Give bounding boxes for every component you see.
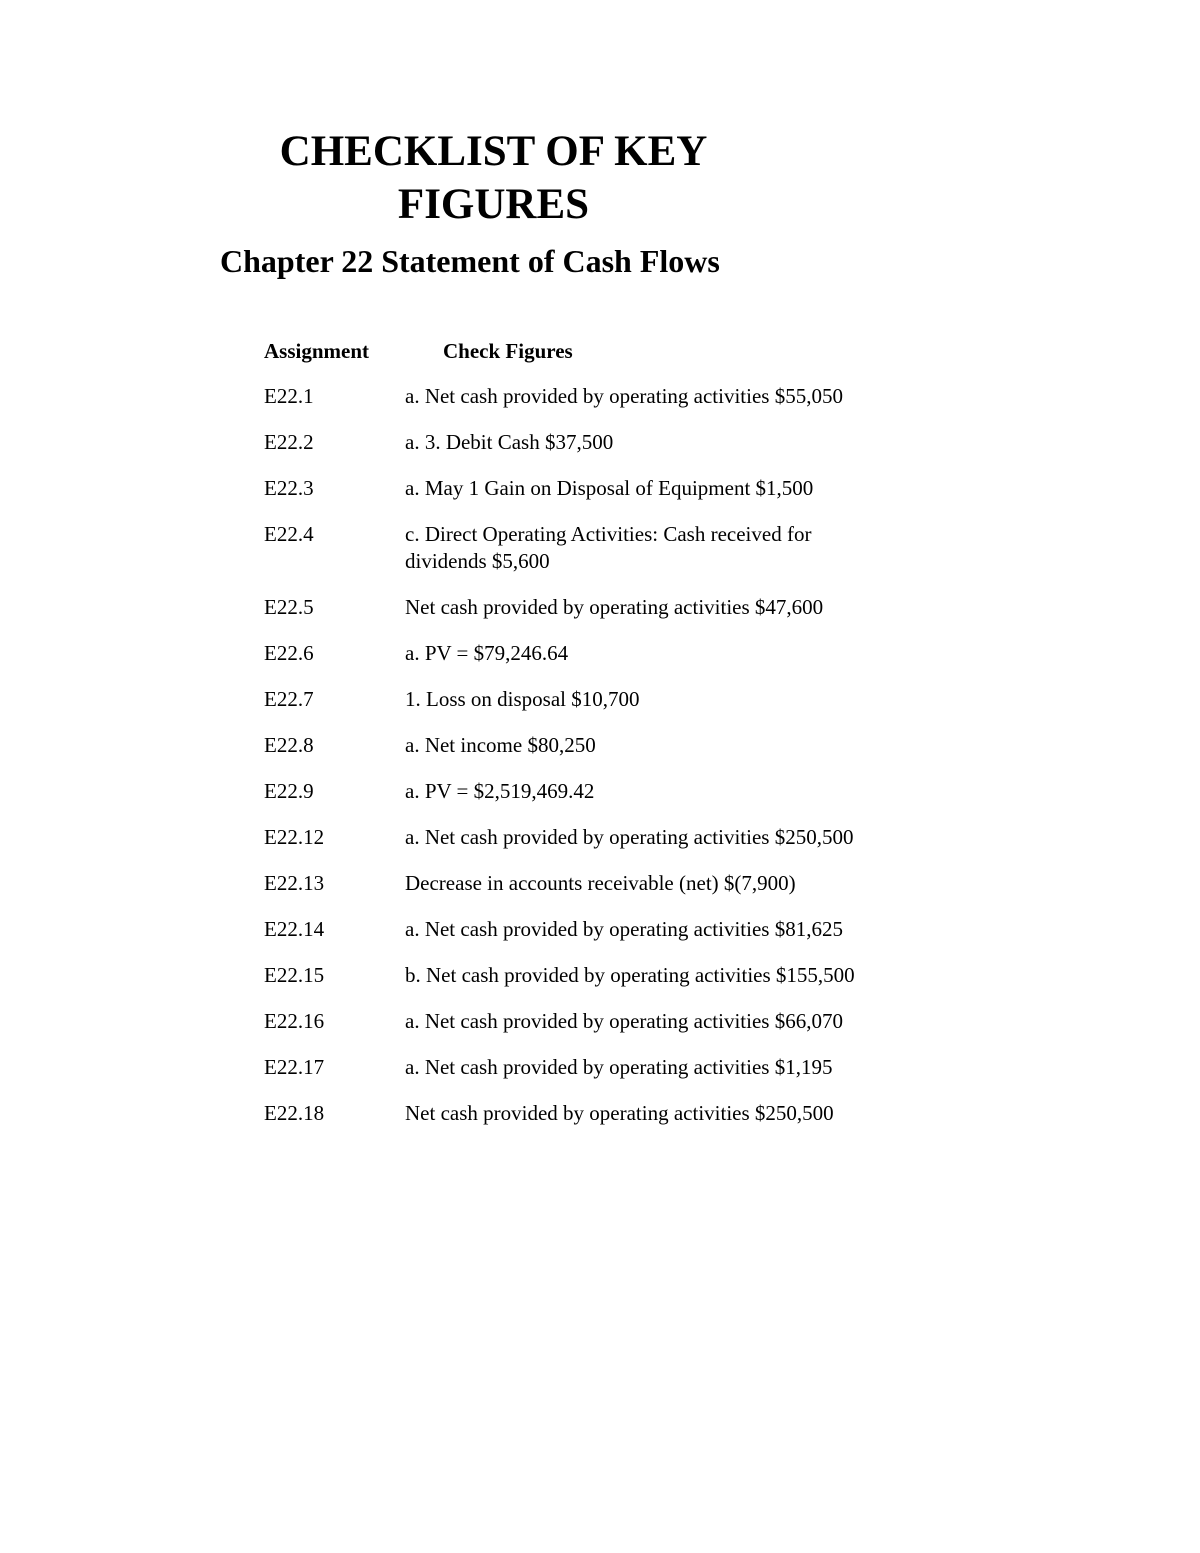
assignment-code: E22.17 xyxy=(264,1055,325,1079)
assignment-code: E22.12 xyxy=(264,825,325,849)
check-figure: a. Net income $80,250 xyxy=(405,733,596,757)
table-row xyxy=(264,870,884,897)
check-figure: a. PV = $79,246.64 xyxy=(405,641,569,665)
table-row xyxy=(264,1008,884,1035)
table-row xyxy=(264,1054,884,1081)
assignment-code: E22.13 xyxy=(264,871,325,895)
table-row xyxy=(264,521,884,575)
check-figure: a. PV = $2,519,469.42 xyxy=(405,779,595,803)
table-row xyxy=(264,1100,884,1127)
table-row xyxy=(264,732,884,759)
table-row xyxy=(264,640,884,667)
check-figure: 1. Loss on disposal $10,700 xyxy=(405,687,640,711)
table-row xyxy=(264,594,884,621)
check-figure: Net cash provided by operating activities $47,600 xyxy=(405,595,824,619)
document-title-line-1: CHECKLIST OF KEY xyxy=(279,128,708,175)
assignment-code: E22.4 xyxy=(264,522,314,546)
table-row xyxy=(264,383,884,410)
column-header-assignment: Assignment xyxy=(264,339,370,363)
table-row xyxy=(264,916,884,943)
table-row xyxy=(264,429,884,456)
table-row xyxy=(264,824,884,851)
check-figure: b. Net cash provided by operating activities $155,500 xyxy=(405,963,855,987)
check-figure: a. Net cash provided by operating activities $66,070 xyxy=(405,1009,843,1033)
check-figure: a. May 1 Gain on Disposal of Equipment $1,500 xyxy=(405,476,814,500)
table-header xyxy=(264,336,884,383)
assignment-code: E22.18 xyxy=(264,1101,325,1125)
check-figure: Decrease in accounts receivable (net) $(7,900) xyxy=(405,871,796,895)
assignment-code: E22.5 xyxy=(264,595,314,619)
chapter-subtitle: Chapter 22 Statement of Cash Flows xyxy=(220,243,720,279)
check-figure: a. Net cash provided by operating activities $250,500 xyxy=(405,825,854,849)
table-row xyxy=(264,778,884,805)
table-row xyxy=(264,962,884,989)
check-figures-table xyxy=(264,336,884,1146)
column-header-check-figures: Check Figures xyxy=(443,339,573,363)
assignment-code: E22.1 xyxy=(264,384,314,408)
assignment-code: E22.2 xyxy=(264,430,314,454)
table-row xyxy=(264,475,884,502)
check-figure: a. 3. Debit Cash $37,500 xyxy=(405,430,614,454)
assignment-code: E22.6 xyxy=(264,641,314,665)
document-title-line-2: FIGURES xyxy=(397,181,590,228)
assignment-code: E22.8 xyxy=(264,733,314,757)
check-figure: a. Net cash provided by operating activities $81,625 xyxy=(405,917,843,941)
assignment-code: E22.9 xyxy=(264,779,314,803)
assignment-code: E22.14 xyxy=(264,917,325,941)
check-figure: a. Net cash provided by operating activities $1,195 xyxy=(405,1055,833,1079)
assignment-code: E22.3 xyxy=(264,476,314,500)
assignment-code: E22.15 xyxy=(264,963,325,987)
assignment-code: E22.16 xyxy=(264,1009,325,1033)
check-figure: Net cash provided by operating activities $250,500 xyxy=(405,1101,834,1125)
assignment-code: E22.7 xyxy=(264,687,314,711)
check-figure: a. Net cash provided by operating activities $55,050 xyxy=(405,384,843,408)
table-row xyxy=(264,686,884,713)
check-figure: c. Direct Operating Activities: Cash received for dividends $5,600 xyxy=(405,522,812,573)
